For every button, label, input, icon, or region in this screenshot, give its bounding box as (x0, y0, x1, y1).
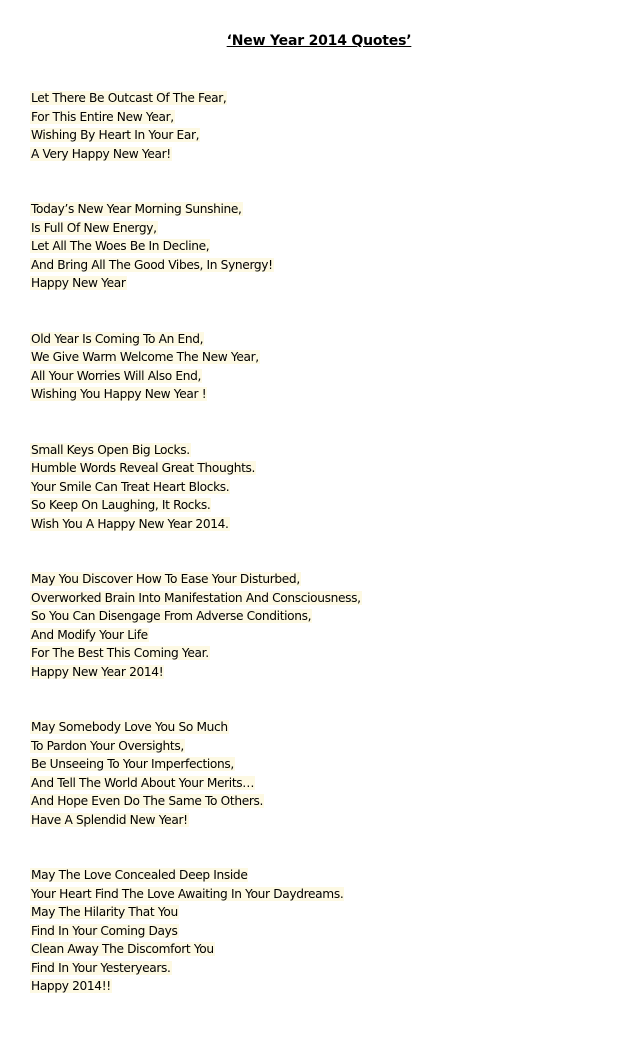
quote-line: And Hope Even Do The Same To Others. (31, 794, 264, 808)
quote-stanza (30, 866, 620, 996)
quote-line: May Somebody Love You So Much (31, 720, 228, 734)
quote-line: Your Heart Find The Love Awaiting In Your Daydreams. (31, 886, 344, 901)
quote-line: Wish You A Happy New Year 2014. (31, 516, 229, 531)
quote-line: We Give Warm Welcome The New Year, (31, 350, 259, 364)
quote-line: And Modify Your Life (31, 627, 148, 642)
quote-line: Overworked Brain Into Manifestation And Consciousness, (31, 590, 361, 605)
quote-line: For This Entire New Year, (31, 109, 174, 124)
quote-line: Happy New Year 2014! (31, 664, 164, 679)
quote-line: And Tell The World About Your Merits… (31, 775, 255, 790)
quote-line: A Very Happy New Year! (31, 146, 171, 161)
quote-line: So Keep On Laughing, It Rocks. (31, 498, 211, 512)
quote-stanza (30, 570, 620, 681)
quote-line: Find In Your Coming Days (31, 923, 178, 938)
quote-line: Have A Splendid New Year! (31, 812, 188, 827)
quote-line: Happy New Year (31, 276, 126, 290)
quote-line: For The Best This Coming Year. (31, 646, 209, 660)
quote-line: May The Love Concealed Deep Inside (31, 868, 248, 882)
quote-line: May You Discover How To Ease Your Disturbed, (31, 572, 300, 586)
quote-stanza (30, 89, 620, 163)
quote-stanza (30, 200, 620, 293)
quote-line: Happy 2014!! (31, 979, 111, 993)
page-title: ‘New Year 2014 Quotes’ (226, 33, 412, 49)
quote-line: May The Hilarity That You (31, 905, 178, 919)
quote-line: Old Year Is Coming To An End, (31, 331, 204, 346)
quote-line: Wishing By Heart In Your Ear, (31, 128, 200, 142)
quotes-list (30, 89, 620, 1033)
quote-stanza (30, 441, 620, 534)
quote-line: Humble Words Reveal Great Thoughts. (31, 461, 256, 475)
quote-line: And Bring All The Good Vibes, In Synergy! (31, 257, 273, 272)
quote-line: Find In Your Yesteryears. (31, 960, 171, 975)
quote-line: Let There Be Outcast Of The Fear, (31, 91, 227, 105)
quote-stanza (30, 330, 620, 404)
quote-line: Clean Away The Discomfort You (31, 942, 214, 956)
quote-line: Your Smile Can Treat Heart Blocks. (31, 479, 230, 494)
quote-line: Small Keys Open Big Locks. (31, 442, 190, 457)
quote-line: Wishing You Happy New Year ! (31, 387, 207, 401)
quote-line: All Your Worries Will Also End, (31, 368, 201, 383)
quote-line: To Pardon Your Oversights, (31, 738, 184, 753)
quote-stanza (30, 718, 620, 829)
quote-line: Be Unseeing To Your Imperfections, (31, 757, 234, 771)
quote-line: Let All The Woes Be In Decline, (31, 239, 210, 253)
quote-line: Is Full Of New Energy, (31, 220, 157, 235)
quote-line: So You Can Disengage From Adverse Conditions, (31, 609, 312, 623)
quote-line: Today’s New Year Morning Sunshine, (31, 202, 242, 216)
